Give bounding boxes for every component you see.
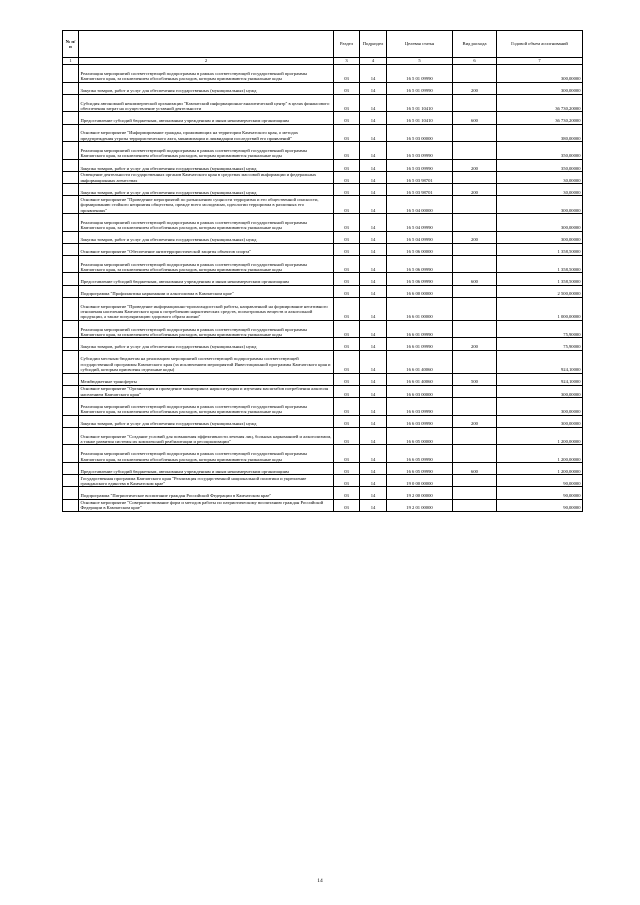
row-expense-type: [453, 350, 497, 373]
table-row: [63, 385, 583, 397]
row-number: [63, 285, 79, 297]
row-number: [63, 445, 79, 463]
row-podrazdel: 14: [360, 124, 387, 142]
row-expense-type: [453, 196, 497, 214]
header-razdel: Раздел: [334, 31, 360, 58]
row-number: [63, 231, 79, 243]
row-amount: 36 730,20000: [497, 94, 583, 112]
table-row: [63, 445, 583, 463]
row-number: [63, 142, 79, 160]
table-row: [63, 65, 583, 83]
row-podrazdel: 14: [360, 231, 387, 243]
column-number: 3: [334, 58, 360, 65]
row-expense-type: [453, 487, 497, 499]
column-number-row: [63, 58, 583, 65]
row-razdel: 03: [334, 171, 360, 183]
row-podrazdel: 14: [360, 415, 387, 427]
header-target-article: Целевая статья: [387, 31, 453, 58]
row-razdel: 03: [334, 350, 360, 373]
row-amount: 300,00000: [497, 82, 583, 94]
header-expense-type: Вид расхода: [453, 31, 497, 58]
row-target-article: 16 5 03 09990: [387, 142, 453, 160]
row-podrazdel: 14: [360, 427, 387, 445]
row-name: Реализация мероприятий соответствующей подпрограммы в рамках соответствующей государственной программы Камчатского края, за исключением обособленных расходов, которым присваиваются уникальные коды: [79, 398, 334, 416]
row-target-article: 16 6 00 00000: [387, 285, 453, 297]
header-name: [79, 31, 334, 58]
row-expense-type: 500: [453, 373, 497, 385]
row-amount: 1 200,00000: [497, 462, 583, 474]
row-name: Государственная программа Камчатского края "Реализация государственной национальной политики и укрепление гражданского единства в Камчатском крае": [79, 475, 334, 487]
row-podrazdel: 14: [360, 373, 387, 385]
row-expense-type: [453, 499, 497, 511]
row-amount: 300,00000: [497, 65, 583, 83]
row-target-article: 16 6 05 09990: [387, 462, 453, 474]
row-podrazdel: 14: [360, 398, 387, 416]
row-expense-type: 200: [453, 415, 497, 427]
row-razdel: 03: [334, 297, 360, 320]
row-amount: 90,00000: [497, 487, 583, 499]
row-expense-type: 200: [453, 82, 497, 94]
row-expense-type: [453, 243, 497, 255]
row-target-article: 16 5 04 09990: [387, 231, 453, 243]
row-target-article: 19 2 00 00000: [387, 487, 453, 499]
row-target-article: 16 5 03 09990: [387, 159, 453, 171]
row-amount: 1 358,50000: [497, 273, 583, 285]
row-expense-type: 600: [453, 112, 497, 124]
table-row: [63, 159, 583, 171]
row-target-article: 16 5 06 09990: [387, 255, 453, 273]
row-razdel: 03: [334, 124, 360, 142]
row-number: [63, 94, 79, 112]
table-row: [63, 273, 583, 285]
row-expense-type: [453, 297, 497, 320]
row-name: Реализация мероприятий соответствующей подпрограммы в рамках соответствующей государственной программы Камчатского края, за исключением обособленных расходов, которым присваиваются уникальные коды: [79, 255, 334, 273]
row-razdel: 03: [334, 427, 360, 445]
table-row: [63, 487, 583, 499]
column-number: 5: [387, 58, 453, 65]
table-row: [63, 196, 583, 214]
row-name: Межбюджетные трансферты: [79, 373, 334, 385]
page-number: 14: [317, 878, 323, 884]
column-number: 4: [360, 58, 387, 65]
row-number: [63, 398, 79, 416]
row-target-article: 16 5 03 98701: [387, 184, 453, 196]
row-number: [63, 427, 79, 445]
row-target-article: 16 5 03 00000: [387, 124, 453, 142]
row-podrazdel: 14: [360, 475, 387, 487]
table-row: [63, 243, 583, 255]
row-number: [63, 373, 79, 385]
row-number: [63, 320, 79, 338]
table-row: [63, 231, 583, 243]
row-amount: 1 358,50000: [497, 243, 583, 255]
row-name: Реализация мероприятий соответствующей подпрограммы в рамках соответствующей государственной программы Камчатского края, за исключением обособленных расходов, которым присваиваются уникальные коды: [79, 445, 334, 463]
row-name: Основное мероприятие "Проведение информационно-пропагандистской работы, направленной на формирование негативного отношения населения Камчатского края к потреблению наркотических средств, психотропных веществ и алкогольной продукции, а также популяризацию здорового образа жизни": [79, 297, 334, 320]
row-expense-type: [453, 320, 497, 338]
row-razdel: 03: [334, 487, 360, 499]
row-name: Реализация мероприятий соответствующей подпрограммы в рамках соответствующей государственной программы Камчатского края, за исключением обособленных расходов, которым присваиваются уникальные коды: [79, 65, 334, 83]
row-target-article: 16 5 03 98701: [387, 171, 453, 183]
row-number: [63, 184, 79, 196]
row-number: [63, 273, 79, 285]
row-expense-type: [453, 475, 497, 487]
row-podrazdel: 14: [360, 350, 387, 373]
row-target-article: 16 6 05 00000: [387, 427, 453, 445]
row-target-article: 16 5 01 10410: [387, 112, 453, 124]
row-number: [63, 171, 79, 183]
row-expense-type: 600: [453, 273, 497, 285]
row-target-article: 16 5 06 09990: [387, 273, 453, 285]
row-podrazdel: 14: [360, 82, 387, 94]
table-row: [63, 499, 583, 511]
table-row: [63, 142, 583, 160]
row-expense-type: [453, 445, 497, 463]
row-target-article: 16 5 04 09990: [387, 213, 453, 231]
row-name: Реализация мероприятий соответствующей подпрограммы в рамках соответствующей государственной программы Камчатского края, за исключением обособленных расходов, которым присваиваются уникальные коды: [79, 142, 334, 160]
row-expense-type: [453, 427, 497, 445]
row-podrazdel: 14: [360, 499, 387, 511]
row-expense-type: [453, 171, 497, 183]
table-row: [63, 255, 583, 273]
row-amount: 36 730,20000: [497, 112, 583, 124]
row-razdel: 03: [334, 462, 360, 474]
row-name: Основное мероприятие "Создание условий для повышения эффективности лечения лиц, больных наркоманией и алкоголизмом, а также развития системы их комплексной реабилитации и ресоциализации": [79, 427, 334, 445]
row-target-article: 16 6 03 00000: [387, 385, 453, 397]
row-number: [63, 338, 79, 350]
table-row: [63, 462, 583, 474]
row-number: [63, 82, 79, 94]
row-podrazdel: 14: [360, 462, 387, 474]
row-razdel: 03: [334, 82, 360, 94]
row-razdel: 03: [334, 213, 360, 231]
row-name: Предоставление субсидий бюджетным, автономным учреждениям и иным некоммерческим организациям: [79, 273, 334, 285]
table-row: [63, 124, 583, 142]
row-expense-type: [453, 385, 497, 397]
row-amount: 300,00000: [497, 415, 583, 427]
row-target-article: 16 6 03 09990: [387, 398, 453, 416]
row-podrazdel: 14: [360, 112, 387, 124]
row-podrazdel: 14: [360, 142, 387, 160]
row-amount: 924,10000: [497, 350, 583, 373]
row-podrazdel: 14: [360, 285, 387, 297]
row-amount: 75,90000: [497, 320, 583, 338]
row-razdel: 03: [334, 65, 360, 83]
table-row: [63, 373, 583, 385]
row-number: [63, 159, 79, 171]
row-expense-type: 200: [453, 338, 497, 350]
row-razdel: 03: [334, 320, 360, 338]
row-amount: 924,10000: [497, 373, 583, 385]
row-razdel: 03: [334, 475, 360, 487]
row-razdel: 03: [334, 243, 360, 255]
row-target-article: 16 6 03 09990: [387, 415, 453, 427]
table-row: [63, 338, 583, 350]
row-number: [63, 196, 79, 214]
row-number: [63, 487, 79, 499]
row-target-article: 16 5 01 10410: [387, 94, 453, 112]
table-row: [63, 82, 583, 94]
row-amount: 30,00000: [497, 171, 583, 183]
table-row: [63, 427, 583, 445]
row-amount: 300,00000: [497, 213, 583, 231]
row-amount: 1 358,50000: [497, 255, 583, 273]
row-expense-type: [453, 65, 497, 83]
row-target-article: 16 6 01 00000: [387, 297, 453, 320]
row-podrazdel: 14: [360, 320, 387, 338]
row-number: [63, 415, 79, 427]
row-razdel: 03: [334, 94, 360, 112]
row-expense-type: 200: [453, 231, 497, 243]
table-row: [63, 285, 583, 297]
row-amount: 1 200,00000: [497, 445, 583, 463]
row-podrazdel: 14: [360, 297, 387, 320]
row-number: [63, 255, 79, 273]
row-number: [63, 462, 79, 474]
row-razdel: 03: [334, 499, 360, 511]
budget-table: [62, 30, 583, 512]
row-name: Основное мероприятие "Проведение мероприятий по разъяснению сущности терроризма и его общественной опасности, формированию стойкого неприятия обществом, прежде всего молодежью, идеологии терроризма в различных его проявлениях": [79, 196, 334, 214]
row-amount: 30,00000: [497, 184, 583, 196]
row-expense-type: [453, 94, 497, 112]
row-razdel: 03: [334, 142, 360, 160]
row-target-article: 16 5 04 00000: [387, 196, 453, 214]
row-razdel: 03: [334, 184, 360, 196]
row-target-article: 16 6 01 40060: [387, 350, 453, 373]
row-amount: 2 500,00000: [497, 285, 583, 297]
table-row: [63, 184, 583, 196]
row-name: Основное мероприятие "Информирование граждан, проживающих на территории Камчатского края, о методах предупреждения угрозы террористического акта, минимизации и ликвидации последствий его проявлений": [79, 124, 334, 142]
row-name: Субсидия автономной некоммерческой организации "Камчатский информационно-аналитический центр" в целях финансового обеспечения затрат на осуществление уставной деятельности: [79, 94, 334, 112]
row-name: Освещение деятельности государственных органов Камчатского края в средствах массовой информации и федеральных информационных агентствах: [79, 171, 334, 183]
table-row: [63, 398, 583, 416]
row-expense-type: [453, 213, 497, 231]
row-amount: 90,00000: [497, 475, 583, 487]
row-podrazdel: 14: [360, 184, 387, 196]
row-name: Предоставление субсидий бюджетным, автономным учреждениям и иным некоммерческим организациям: [79, 462, 334, 474]
row-podrazdel: 14: [360, 243, 387, 255]
row-number: [63, 124, 79, 142]
row-razdel: 03: [334, 338, 360, 350]
row-podrazdel: 14: [360, 273, 387, 285]
row-expense-type: [453, 285, 497, 297]
row-name: Закупка товаров, работ и услуг для обеспечения государственных (муниципальных) нужд: [79, 338, 334, 350]
row-name: Подпрограмма "Профилактика наркомании и алкоголизма в Камчатском крае": [79, 285, 334, 297]
row-razdel: 03: [334, 112, 360, 124]
table-row: [63, 297, 583, 320]
row-expense-type: [453, 398, 497, 416]
row-name: Реализация мероприятий соответствующей подпрограммы в рамках соответствующей государственной программы Камчатского края, за исключением обособленных расходов, которым присваиваются уникальные коды: [79, 320, 334, 338]
row-target-article: 16 5 01 09990: [387, 65, 453, 83]
row-target-article: 16 6 01 09990: [387, 338, 453, 350]
row-razdel: 03: [334, 159, 360, 171]
row-name: Основное мероприятие "Организация и проведение мониторинга наркоситуации и изучения масштабов потребления алкоголя населением Камчатского края": [79, 385, 334, 397]
row-amount: 1 200,00000: [497, 427, 583, 445]
row-amount: 380,00000: [497, 124, 583, 142]
row-amount: 300,00000: [497, 385, 583, 397]
table-row: [63, 171, 583, 183]
row-podrazdel: 14: [360, 487, 387, 499]
row-razdel: 03: [334, 273, 360, 285]
header-no: № п/п: [63, 31, 79, 58]
row-amount: 350,00000: [497, 159, 583, 171]
table-row: [63, 320, 583, 338]
row-razdel: 03: [334, 285, 360, 297]
row-amount: 350,00000: [497, 142, 583, 160]
row-name: Закупка товаров, работ и услуг для обеспечения государственных (муниципальных) нужд: [79, 159, 334, 171]
row-target-article: 16 6 01 40060: [387, 373, 453, 385]
row-amount: 300,00000: [497, 196, 583, 214]
row-target-article: 16 6 01 09990: [387, 320, 453, 338]
row-name: Закупка товаров, работ и услуг для обеспечения государственных (муниципальных) нужд: [79, 184, 334, 196]
row-razdel: 03: [334, 398, 360, 416]
row-number: [63, 243, 79, 255]
row-podrazdel: 14: [360, 171, 387, 183]
column-number: 2: [79, 58, 334, 65]
row-expense-type: [453, 124, 497, 142]
row-number: [63, 297, 79, 320]
table-row: [63, 94, 583, 112]
row-razdel: 03: [334, 373, 360, 385]
row-number: [63, 499, 79, 511]
header-podrazdel: Подраздел: [360, 31, 387, 58]
table-row: [63, 213, 583, 231]
row-number: [63, 385, 79, 397]
budget-table-page: [62, 30, 582, 512]
row-razdel: 03: [334, 415, 360, 427]
row-number: [63, 350, 79, 373]
row-target-article: 16 5 06 00000: [387, 243, 453, 255]
table-body: [63, 65, 583, 512]
row-number: [63, 475, 79, 487]
row-name: Предоставление субсидий бюджетным, автономным учреждениям и иным некоммерческим организациям: [79, 112, 334, 124]
row-name: Субсидии местным бюджетам на реализацию мероприятий соответствующей подпрограммы соответствующей государственной программы Камчатского края (за исключением мероприятий Инвестиционной программы Камчатского края и субсидий, которым присвоены отдельные коды): [79, 350, 334, 373]
row-target-article: 16 6 05 09990: [387, 445, 453, 463]
row-number: [63, 112, 79, 124]
row-expense-type: 600: [453, 462, 497, 474]
row-target-article: 16 5 01 09990: [387, 82, 453, 94]
row-podrazdel: 14: [360, 213, 387, 231]
column-number: 7: [497, 58, 583, 65]
row-name: Закупка товаров, работ и услуг для обеспечения государственных (муниципальных) нужд: [79, 231, 334, 243]
row-amount: 75,90000: [497, 338, 583, 350]
row-target-article: 19 0 00 00000: [387, 475, 453, 487]
row-expense-type: 200: [453, 184, 497, 196]
row-amount: 1 000,00000: [497, 297, 583, 320]
row-razdel: 03: [334, 196, 360, 214]
row-podrazdel: 14: [360, 445, 387, 463]
row-name: Реализация мероприятий соответствующей подпрограммы в рамках соответствующей государственной программы Камчатского края, за исключением обособленных расходов, которым присваиваются уникальные коды: [79, 213, 334, 231]
row-name: Закупка товаров, работ и услуг для обеспечения государственных (муниципальных) нужд: [79, 415, 334, 427]
column-number: 1: [63, 58, 79, 65]
header-row: [63, 31, 583, 58]
row-razdel: 03: [334, 255, 360, 273]
row-expense-type: [453, 142, 497, 160]
table-row: [63, 350, 583, 373]
row-razdel: 03: [334, 231, 360, 243]
row-podrazdel: 14: [360, 65, 387, 83]
row-amount: 300,00000: [497, 398, 583, 416]
header-annual-volume: Годовой объем ассигнований: [497, 31, 583, 58]
row-amount: 300,00000: [497, 231, 583, 243]
row-podrazdel: 14: [360, 255, 387, 273]
row-podrazdel: 14: [360, 159, 387, 171]
table-row: [63, 475, 583, 487]
row-expense-type: [453, 255, 497, 273]
row-podrazdel: 14: [360, 94, 387, 112]
row-name: Закупка товаров, работ и услуг для обеспечения государственных (муниципальных) нужд: [79, 82, 334, 94]
table-row: [63, 415, 583, 427]
row-number: [63, 65, 79, 83]
row-target-article: 19 2 01 00000: [387, 499, 453, 511]
row-name: Подпрограмма "Патриотическое воспитание граждан Российской Федерации в Камчатском крае": [79, 487, 334, 499]
row-razdel: 03: [334, 385, 360, 397]
row-razdel: 03: [334, 445, 360, 463]
row-podrazdel: 14: [360, 385, 387, 397]
row-amount: 90,00000: [497, 499, 583, 511]
row-number: [63, 213, 79, 231]
row-name: Основное мероприятие "Обеспечение антитеррористической защиты объектов спорта": [79, 243, 334, 255]
row-name: Основное мероприятие "Совершенствование форм и методов работы по патриотическому воспитанию граждан Российской Федерации в Камчатском крае": [79, 499, 334, 511]
table-row: [63, 112, 583, 124]
row-expense-type: 200: [453, 159, 497, 171]
row-podrazdel: 14: [360, 196, 387, 214]
column-number: 6: [453, 58, 497, 65]
row-podrazdel: 14: [360, 338, 387, 350]
